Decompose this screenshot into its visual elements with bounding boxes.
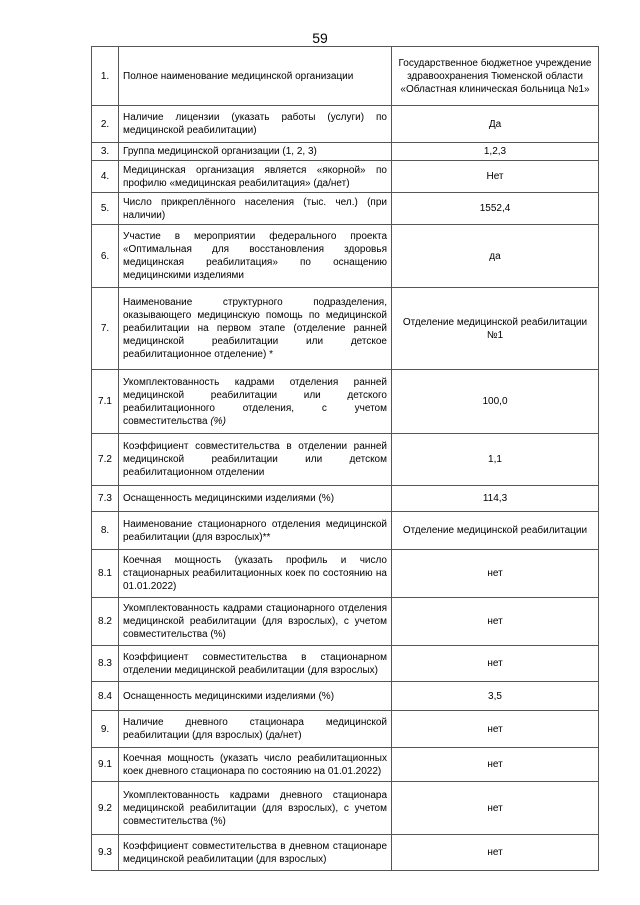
table-row xyxy=(92,225,599,288)
row-number: 3. xyxy=(92,143,119,161)
rehabilitation-info-table xyxy=(91,46,599,871)
row-number: 7. xyxy=(92,288,119,370)
parameter-cell: Коечная мощность (указать число реабилитационных коек дневного стационара по состоянию на 01.01.2022) xyxy=(119,748,392,782)
row-number: 8.2 xyxy=(92,598,119,646)
table-row xyxy=(92,434,599,486)
parameter-text: Укомплектованность кадрами отделения ранней медицинской реабилитации или детского реабилитационного отделения, с учетом совместительства xyxy=(123,376,387,427)
value-cell: нет xyxy=(392,646,599,682)
parameter-cell: Полное наименование медицинской организации xyxy=(119,47,392,106)
value-cell: Да xyxy=(392,106,599,143)
parameter-cell: Наличие дневного стационара медицинской реабилитации (для взрослых) (да/нет) xyxy=(119,711,392,748)
parameter-cell: Коечная мощность (указать профиль и число стационарных реабилитационных коек по состоянию на 01.01.2022) xyxy=(119,550,392,598)
value-cell: 100,0 xyxy=(392,370,599,434)
row-number: 8.3 xyxy=(92,646,119,682)
parameter-cell: Число прикреплённого населения (тыс. чел.) (при наличии) xyxy=(119,193,392,225)
table-row xyxy=(92,486,599,512)
row-number: 7.2 xyxy=(92,434,119,486)
table-row xyxy=(92,598,599,646)
row-number: 9.3 xyxy=(92,835,119,871)
parameter-cell: Группа медицинской организации (1, 2, 3) xyxy=(119,143,392,161)
parameter-cell: Коэффициент совместительства в отделении ранней медицинской реабилитации или детском реабилитационном отделении xyxy=(119,434,392,486)
table-row xyxy=(92,370,599,434)
parameter-cell: Оснащенность медицинскими изделиями (%) xyxy=(119,682,392,711)
parameter-cell: Коэффициент совместительства в стационарном отделении медицинской реабилитации (для взрослых) xyxy=(119,646,392,682)
table-row xyxy=(92,161,599,193)
table-row xyxy=(92,47,599,106)
value-cell: 114,3 xyxy=(392,486,599,512)
table-row xyxy=(92,782,599,835)
table-row xyxy=(92,512,599,550)
value-cell: 3,5 xyxy=(392,682,599,711)
parameter-cell: Оснащенность медицинскими изделиями (%) xyxy=(119,486,392,512)
parameter-cell: Медицинская организация является «якорной» по профилю «медицинская реабилитация» (да/нет) xyxy=(119,161,392,193)
value-cell: 1,1 xyxy=(392,434,599,486)
parameter-cell: Укомплектованность кадрами дневного стационара медицинской реабилитации (для взрослых), с учетом совместительства (%) xyxy=(119,782,392,835)
row-number: 8.1 xyxy=(92,550,119,598)
row-number: 5. xyxy=(92,193,119,225)
table-row xyxy=(92,711,599,748)
table-row xyxy=(92,288,599,370)
page-number: 59 xyxy=(312,30,328,46)
value-cell: нет xyxy=(392,835,599,871)
row-number: 6. xyxy=(92,225,119,288)
value-cell: 1,2,3 xyxy=(392,143,599,161)
parameter-cell: Коэффициент совместительства в дневном стационаре медицинской реабилитации (для взрослых) xyxy=(119,835,392,871)
table-row xyxy=(92,143,599,161)
parameter-unit: (%) xyxy=(210,415,226,427)
row-number: 8.4 xyxy=(92,682,119,711)
value-cell: Отделение медицинской реабилитации xyxy=(392,512,599,550)
table-row xyxy=(92,682,599,711)
parameter-cell: Участие в мероприятии федерального проекта «Оптимальная для восстановления здоровья медицинская реабилитация» по оснащению медицинскими изделиями xyxy=(119,225,392,288)
value-cell: нет xyxy=(392,782,599,835)
row-number: 9.2 xyxy=(92,782,119,835)
value-cell: нет xyxy=(392,598,599,646)
table-row xyxy=(92,550,599,598)
parameter-cell xyxy=(119,370,392,434)
value-cell: нет xyxy=(392,550,599,598)
row-number: 7.3 xyxy=(92,486,119,512)
value-cell: нет xyxy=(392,711,599,748)
table-row xyxy=(92,646,599,682)
row-number: 1. xyxy=(92,47,119,106)
table-row xyxy=(92,748,599,782)
parameter-cell: Укомплектованность кадрами стационарного отделения медицинской реабилитации (для взрослых), с учетом совместительства (%) xyxy=(119,598,392,646)
table-row xyxy=(92,106,599,143)
value-cell: нет xyxy=(392,748,599,782)
value-cell: да xyxy=(392,225,599,288)
row-number: 4. xyxy=(92,161,119,193)
row-number: 9.1 xyxy=(92,748,119,782)
row-number: 2. xyxy=(92,106,119,143)
parameter-cell: Наименование стационарного отделения медицинской реабилитации (для взрослых)** xyxy=(119,512,392,550)
row-number: 9. xyxy=(92,711,119,748)
parameter-cell: Наличие лицензии (указать работы (услуги) по медицинской реабилитации) xyxy=(119,106,392,143)
table-row xyxy=(92,193,599,225)
value-cell: 1552,4 xyxy=(392,193,599,225)
parameter-cell: Наименование структурного подразделения, оказывающего медицинскую помощь по медицинской реабилитации на первом этапе (отделение ранней медицинской реабилитации или детское реабилитационное отделение) * xyxy=(119,288,392,370)
table-row xyxy=(92,835,599,871)
value-cell: Отделение медицинской реабилитации №1 xyxy=(392,288,599,370)
value-cell: Государственное бюджетное учреждение здравоохранения Тюменской области «Областная клиническая больница №1» xyxy=(392,47,599,106)
row-number: 8. xyxy=(92,512,119,550)
value-cell: Нет xyxy=(392,161,599,193)
row-number: 7.1 xyxy=(92,370,119,434)
